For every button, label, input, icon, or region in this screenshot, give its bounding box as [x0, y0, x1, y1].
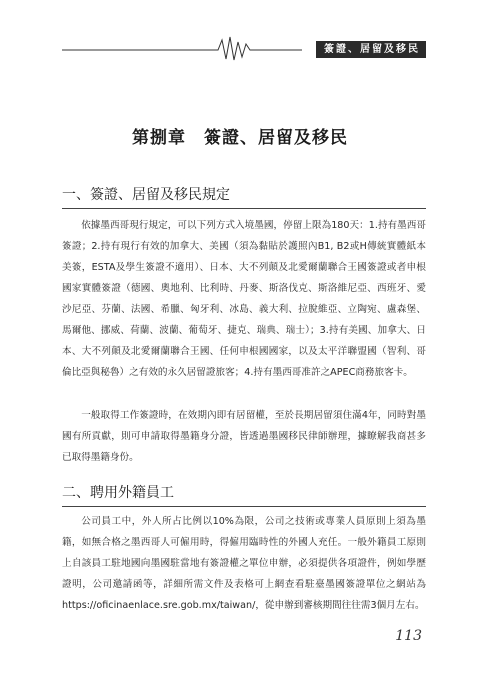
paragraph-work-visa-residency: 一般取得工作簽證時，在效期內即有居留權，至於長期居留須住滿4年，同時對墨國有所貢獻，則可申請取得墨籍身分證，皆透過墨國移民律師辦理，據瞭解我商甚多已取得墨籍身份。	[62, 410, 426, 463]
section-heading-visa-rules: 一、簽證、居留及移民規定	[62, 186, 426, 209]
paragraph-foreign-staff-rules: 公司員工中，外人所占比例以10%為限，公司之技術或專業人員原則上須為墨籍，如無合格之墨西哥人可僱用時，得僱用臨時性的外國人充任。一般外籍員工原則上自該員工駐地國向墨國駐當地有簽證權之單位申辦，必須提供各項證件，例如學歷證明，公司邀請函等，詳細所需文件及表格可上網查看駐臺墨國簽證單位之網站為https://oficinaenlace.sre.gob.mx/taiwan/，從申辦到審核期間往往需3個月左右。	[62, 516, 426, 611]
section-heading-hiring-foreign-staff: 二、聘用外籍員工	[62, 484, 426, 507]
page-number: 113	[395, 628, 422, 644]
running-header	[62, 32, 426, 64]
paragraph-visa-entry-rules: 依據墨西哥現行規定，可以下列方式入境墨國，停留上限為180天：1.持有墨西哥簽證；2.持有現行有效的加拿大、美國（須為黏貼於護照內B1, B2或H傳統實體紙本美簽，ESTA及學生簽證不適用）、日本、大不列顛及北愛爾蘭聯合王國簽證或者申根國家實體簽證（德國、奧地利、比利時、丹麥、斯洛伐克、斯洛維尼亞、西班牙、愛沙尼亞、芬蘭、法國、希臘、匈牙利、冰島、義大利、拉脫維亞、立陶宛、盧森堡、馬爾他、挪威、荷蘭、波蘭、葡萄牙、捷克、瑞典、瑞士）；3.持有美國、加拿大、日本、大不列顛及北愛爾蘭聯合王國、任何申根國國家，以及太平洋聯盟國（智利、哥倫比亞與秘魯）之有效的永久居留證旅客；4.持有墨西哥准許之APEC商務旅客卡。	[62, 220, 426, 378]
chapter-title: 第捌章 簽證、居留及移民	[132, 128, 348, 148]
header-section-label: 簽證、居留及移民	[316, 41, 426, 58]
